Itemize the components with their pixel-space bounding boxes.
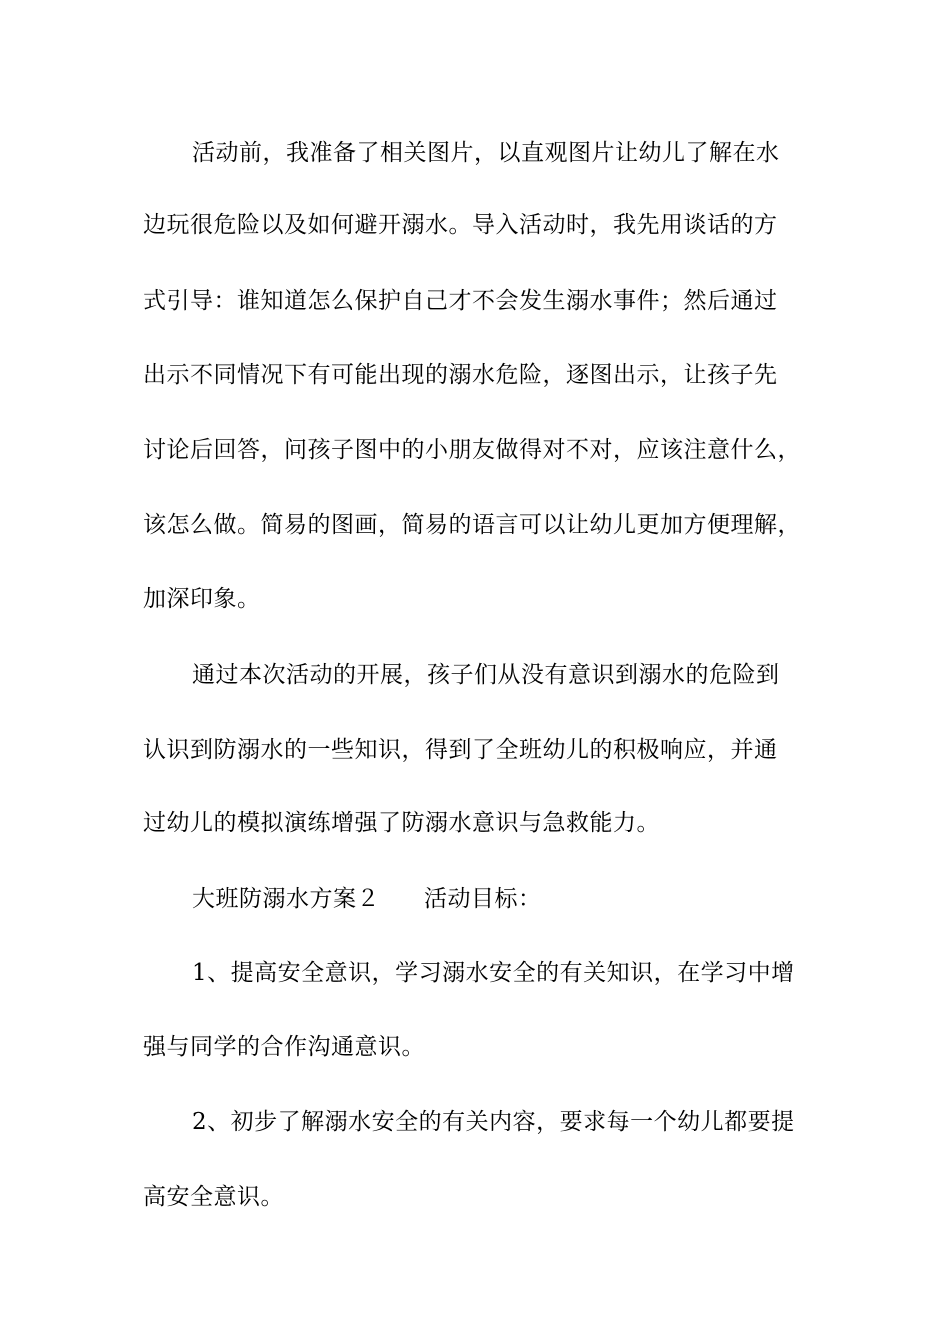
section-title: 大班防溺水方案２ [192,886,380,912]
objective-2-line-1: 2、初步了解溺水安全的有关内容，要求每一个幼儿都要提 [192,1109,795,1135]
paragraph-1-line-5: 讨论后回答，问孩子图中的小朋友做得对不对，应该注意什么， [143,437,801,463]
paragraph-2-line-1: 通过本次活动的开展，孩子们从没有意识到溺水的危险到 [192,662,780,688]
paragraph-2-line-3: 过幼儿的模拟演练增强了防溺水意识与急救能力。 [143,810,660,836]
section-heading [192,884,542,914]
objective-1-line-2: 强与同学的合作沟通意识。 [143,1034,425,1060]
paragraph-1-line-7: 加深印象。 [143,586,261,612]
section-subtitle: 活动目标： [424,886,542,912]
paragraph-2-line-2: 认识到防溺水的一些知识，得到了全班幼儿的积极响应，并通 [143,737,778,763]
paragraph-1-line-3: 式引导：谁知道怎么保护自己才不会发生溺水事件；然后通过 [143,288,778,314]
paragraph-1-line-4: 出示不同情况下有可能出现的溺水危险，逐图出示，让孩子先 [143,362,778,388]
objective-2-line-2: 高安全意识。 [143,1184,284,1210]
objective-1-line-1: 1、提高安全意识，学习溺水安全的有关知识，在学习中增 [192,960,795,986]
paragraph-1-line-1: 活动前，我准备了相关图片，以直观图片让幼儿了解在水 [192,140,780,166]
paragraph-1-line-2: 边玩很危险以及如何避开溺水。导入活动时，我先用谈话的方 [143,212,778,238]
paragraph-1-line-6: 该怎么做。简易的图画，简易的语言可以让幼儿更加方便理解， [143,512,801,538]
